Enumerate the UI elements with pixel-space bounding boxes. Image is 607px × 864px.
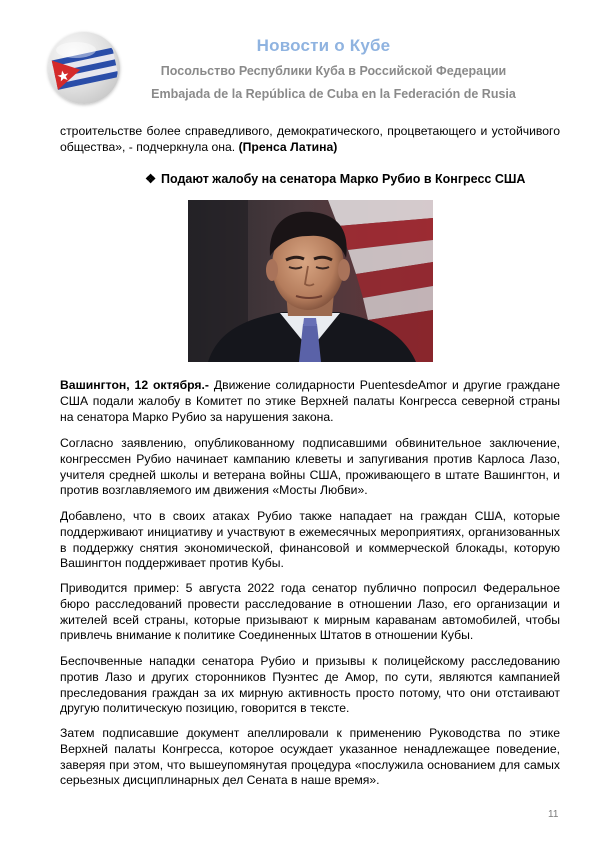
article-paragraph-5: Беспочвенные нападки сенатора Рубио и призывы к полицейскому расследованию против Лазо и других сторонников Пуэнтес де Амор, по сути, являются кампанией преследования граждан за их мирную активность просто потому, что они отстаивают другую политическую позицию, говорится в тексте. bbox=[60, 654, 560, 716]
paragraph-1-text: Движение солидарности PuentesdeAmor и другие граждане США подали жалобу в Комитет по этике Верхней палаты Конгресса северной страны на сенатора Марко Рубио за нарушения закона. bbox=[60, 378, 560, 424]
article-paragraph-4: Приводится пример: 5 августа 2022 года сенатор публично попросил Федеральное бюро расследований провести расследование в отношении Лазо, его организации и жителей всей страны, которые призывают к мирным караванам автомобилей, чтобы привлечь внимание к политике Соединенных Штатов в отношении Кубы. bbox=[60, 581, 560, 643]
diamond-bullet-icon: ❖ bbox=[145, 172, 157, 186]
article-paragraph-2: Согласно заявлению, опубликованному подписавшими обвинительное заключение, конгрессмен Рубио начинает кампанию клеветы и запугивания против Карлоса Лазо, учителя средней школы и ветерана войны США, проживающего в штате Вашингтон, и против возглавляемого им движения «Мосты Любви». bbox=[60, 436, 560, 498]
senator-photo bbox=[188, 200, 433, 362]
newsletter-title: Новости о Кубе bbox=[256, 36, 391, 55]
article-paragraph-6: Затем подписавшие документ апеллировали к применению Руководства по этике Верхней палаты Конгресса, которое осуждает указанное ненадлежащее поведение, заверяя при этом, что вышеупомянутая процедура «послужила основанием для самых серьезных дисциплинарных дел Сената в наше время». bbox=[60, 726, 560, 788]
article-paragraph-3: Добавлено, что в своих атаках Рубио также нападает на граждан США, которые поддерживают инициативу и участвуют в ежемесячных мероприятиях, организованных в поддержку снятия экономической, финансовой и коммерческой блокады, которую Вашингтон поддерживает против Кубы. bbox=[60, 509, 560, 571]
intro-text: строительстве более справедливого, демократического, процветающего и устойчивого общества», - подчеркнула она. bbox=[60, 124, 560, 154]
embassy-name-es: Embajada de la República de Cuba en la Federación de Rusia bbox=[151, 87, 516, 101]
article-paragraph-1 bbox=[60, 378, 560, 425]
embassy-name-ru: Посольство Республики Куба в Российской Федерации bbox=[160, 64, 507, 78]
intro-source: (Пренса Латина) bbox=[238, 139, 338, 154]
page-number: 11 bbox=[548, 809, 559, 820]
intro-paragraph bbox=[60, 124, 560, 156]
article-headline bbox=[145, 171, 525, 186]
headline-text: Подают жалобу на сенатора Марко Рубио в Конгресс США bbox=[161, 172, 526, 186]
dateline: Вашингтон, 12 октября.- bbox=[60, 378, 209, 392]
